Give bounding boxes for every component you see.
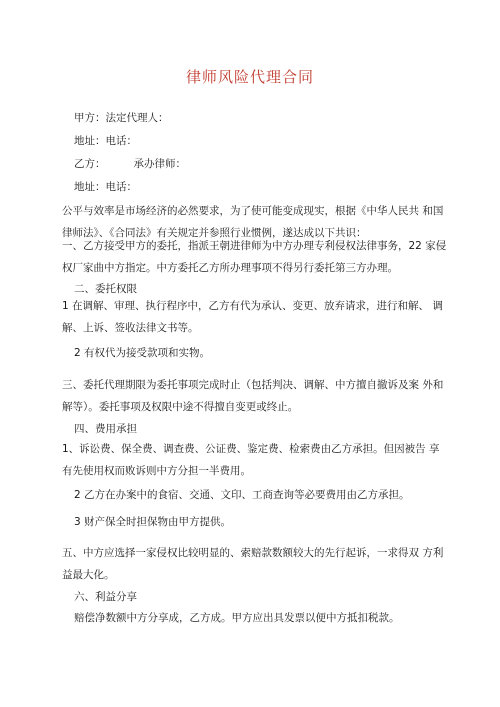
clause-6-text: 赔偿净数额中方分享成，乙方成。甲方应出具发票以便中方抵扣税款。 xyxy=(74,612,400,624)
clause-4-item-2: 2 乙方在办案中的食宿、交通、文印、工商查询等必要费用由乙方承担。 xyxy=(74,489,410,501)
clause-4-heading: 四、费用承担 xyxy=(74,423,137,435)
party-b-lawyer-label: 承办律师： xyxy=(133,158,186,170)
party-b-address-line: 地址：电话： xyxy=(74,181,137,193)
clause-4-item-3: 3 财产保全时担保物由甲方提供。 xyxy=(74,516,232,528)
clause-2-heading: 二、委托权限 xyxy=(74,283,137,295)
clause-3-paragraph: 三、委托代理期限为委托事项完成时止（包括判决、调解、中方擅自撤诉及案 外和解等）。委托事项及权限中途不得擅自变更或终止。 xyxy=(62,379,444,413)
clause-2-item-1: 1 在调解、审理、执行程序中，乙方有代为承认、变更、放弃请求，进行和解、 调解、上诉、签收法律文书等。 xyxy=(62,300,443,334)
clause-1-paragraph: 一、乙方接受甲方的委托，指派王朝进律师为中方办理专利侵权法律事务，22 家侵权厂家曲中方指定。中方委托乙方所办理事项不得另行委托第三方办理。 xyxy=(62,240,447,274)
document-title: 律师风险代理合同 xyxy=(185,68,314,86)
clause-6-heading: 六、利益分享 xyxy=(74,591,137,603)
clause-2-item-2: 2 有权代为接受款项和实物。 xyxy=(74,347,211,359)
party-b-label: 乙方： xyxy=(74,158,106,170)
clause-4-item-1: 1、诉讼费、保全费、调查费、公证费、鉴定费、检索费由乙方承担。但因被告 享有先使用权而败诉则中方分担一半费用。 xyxy=(62,443,440,477)
clause-5-paragraph: 五、中方应选择一家侵权比较明显的、索赔款数额较大的先行起诉，一求得双 方利益最大化。 xyxy=(62,547,444,581)
preamble-paragraph: 公平与效率是市场经济的必然要求，为了使可能变成现实，根据《中华人民共 和国律师法》、《合同法》有关规定并参照行业惯例，遂达成以下共识： xyxy=(62,205,444,239)
party-a-line: 甲方：法定代理人： xyxy=(74,112,169,124)
party-b-line xyxy=(74,158,462,171)
party-a-address-line: 地址：电话： xyxy=(74,135,137,147)
